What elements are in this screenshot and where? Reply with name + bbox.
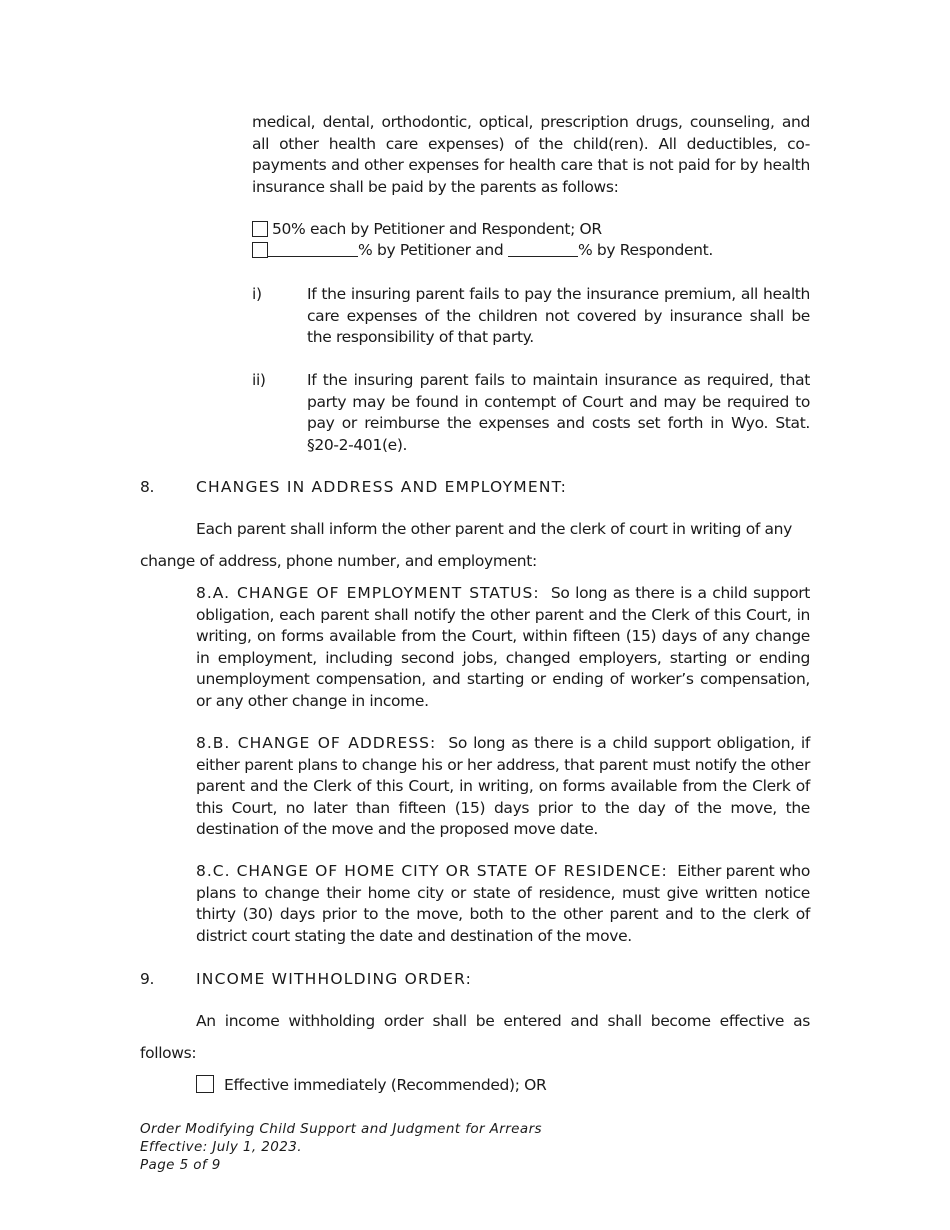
- section-9-number: 9.: [140, 970, 155, 988]
- petitioner-percent-field[interactable]: [268, 242, 358, 257]
- immediate-checkbox[interactable]: [196, 1075, 214, 1093]
- section-9-heading: INCOME WITHHOLDING ORDER:: [196, 970, 473, 988]
- section-8a-paragraph: [196, 583, 810, 712]
- item-i-text: If the insuring parent fails to pay the insurance premium, all health care expenses of the children not covered by insurance shall be the responsibility of that party.: [307, 285, 810, 346]
- footer-title: Order Modifying Child Support and Judgment for Arrears: [140, 1121, 542, 1137]
- section-8-intro-line1: Each parent shall inform the other parent and the clerk of court in writing of any: [196, 520, 792, 538]
- section-8b-heading: 8.B. CHANGE OF ADDRESS:: [196, 734, 437, 752]
- section-8c-paragraph: [196, 861, 810, 947]
- section-8b-text: So long as there is a child support obligation, if either parent plans to change his or her address, that parent must notify the other parent and the Clerk of this Court, in writing, on forms available from the Clerk of this Court, no later than fifteen (15) days prior to the day of the move, the destination of the move and the proposed move date.: [196, 734, 810, 838]
- section-8-number: 8.: [140, 478, 155, 496]
- health-care-paragraph: [252, 112, 810, 198]
- section-8c-text: Either parent who plans to change their home city or state of residence, must give written notice thirty (30) days prior to the move, both to the other parent and to the clerk of district court stating the date and destination of the move.: [196, 862, 811, 945]
- section-8c-heading: 8.C. CHANGE OF HOME CITY OR STATE OF RESIDENCE:: [196, 862, 668, 880]
- withholding-option-immediate: [196, 1075, 546, 1097]
- petitioner-percent-label: % by Petitioner and: [358, 241, 504, 259]
- equal-split-checkbox[interactable]: [252, 221, 268, 237]
- section-8-intro-line2: change of address, phone number, and employment:: [140, 552, 537, 570]
- section-9-intro-line2: follows:: [140, 1044, 197, 1062]
- immediate-label: Effective immediately (Recommended); OR: [224, 1076, 547, 1094]
- footer-page-number: Page 5 of 9: [140, 1157, 221, 1173]
- section-9-intro-line1: An income withholding order shall be entered and shall become effective as: [196, 1012, 810, 1030]
- section-8b-paragraph: [196, 733, 810, 841]
- item-ii-label: ii): [252, 371, 266, 389]
- health-care-text: medical, dental, orthodontic, optical, prescription drugs, counseling, and all other health care expenses) of the child(ren). All deductibles, co-payments and other expenses for health care that is not paid for by health insurance shall be paid by the parents as follows:: [252, 113, 810, 196]
- section-8a-text: So long as there is a child support obligation, each parent shall notify the other parent and the Clerk of this Court, in writing, on forms available from the Court, within fifteen (15) days of any change in employment, including second jobs, changed employers, starting or ending unemployment compensation, and starting or ending of worker’s compensation, or any other change in income.: [196, 584, 811, 710]
- health-option-custom: [252, 240, 812, 262]
- respondent-percent-label: % by Respondent.: [577, 241, 713, 259]
- item-ii-text: If the insuring parent fails to maintain insurance as required, that party may be found in contempt of Court and may be required to pay or reimburse the expenses and costs set forth in Wyo. Stat. §20-2-401(e).: [307, 371, 810, 454]
- health-option-equal: [252, 219, 812, 241]
- footer-effective-date: Effective: July 1, 2023.: [140, 1139, 302, 1155]
- section-8a-heading: 8.A. CHANGE OF EMPLOYMENT STATUS:: [196, 584, 540, 602]
- equal-split-label: 50% each by Petitioner and Respondent; OR: [272, 220, 602, 238]
- item-i-label: i): [252, 285, 262, 303]
- page-footer: [140, 1120, 542, 1174]
- custom-split-checkbox[interactable]: [252, 242, 268, 258]
- section-8-heading: CHANGES IN ADDRESS AND EMPLOYMENT:: [196, 478, 568, 496]
- respondent-percent-field[interactable]: [508, 242, 578, 257]
